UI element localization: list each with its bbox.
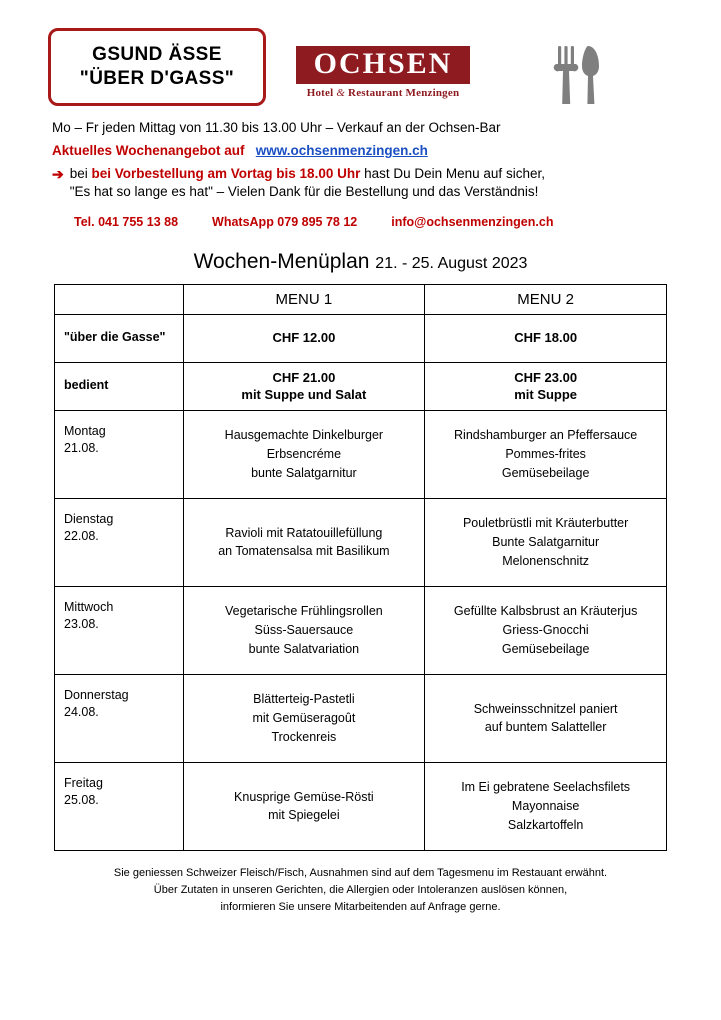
day-name-1: Dienstag [64,511,114,526]
day-date-2: 23.08. [64,617,99,632]
table-row [55,762,667,850]
ochsen-wordmark: OCHSEN [296,46,470,84]
price-takeaway-menu2: CHF 18.00 [425,314,667,362]
contact-email[interactable]: info@ochsenmenzingen.ch [391,214,554,229]
page-title [0,250,721,274]
dish-0-menu2: Rindshamburger an Pfeffersauce Pommes-frites Gemüsebeilage [425,410,667,498]
contact-row [52,213,669,232]
dish-1-menu2: Pouletbrüstli mit Kräuterbutter Bunte Salatgarnitur Melonenschnitz [425,498,667,586]
ochsen-tagline-pre: Hotel [306,87,334,99]
day-date-4: 25.08. [64,793,99,808]
weekly-offer-label: Aktuelles Wochenangebot auf [52,143,245,159]
dish-2-menu1: Vegetarische Frühlingsrollen Süss-Sauersauce bunte Salatvariation [183,586,425,674]
fork-knife-icon [552,44,608,106]
price-served-menu1-amount: CHF 21.00 [272,369,336,385]
day-label-0 [55,410,184,498]
dish-2-menu2: Gefüllte Kalbsbrust an Kräuterjus Griess-Gnocchi Gemüsebeilage [425,586,667,674]
day-date-3: 24.08. [64,705,99,720]
preorder-highlight: bei Vorbestellung am Vortag bis 18.00 Uhr [91,165,361,181]
contact-phone[interactable]: Tel. 041 755 13 88 [74,214,179,229]
day-name-4: Freitag [64,775,103,790]
badge-line-2: "ÜBER D'GASS" [79,68,235,89]
price-served-menu2-amount: CHF 23.00 [514,369,578,385]
dish-4-menu1: Knusprige Gemüse-Rösti mit Spiegelei [183,762,425,850]
day-label-2 [55,586,184,674]
table-header-menu1: MENU 1 [183,284,425,314]
price-served-menu2-note: mit Suppe [514,387,578,403]
footnote-line-1: Sie geniessen Schweizer Fleisch/Fisch, Ausnahmen sind auf dem Tagesmenu im Restauant erwähnt. [113,866,608,879]
table-row [55,498,667,586]
table-header-row [55,284,667,314]
arrow-right-icon: ➔ [52,165,64,182]
day-name-0: Montag [64,423,106,438]
table-row-served-price [55,362,667,410]
day-label-4 [55,762,184,850]
footnote-line-2: Über Zutaten in unseren Gerichten, die Allergien oder Intoleranzen auslösen können, [153,883,568,896]
row-label-takeaway: "über die Gasse" [55,314,184,362]
table-row [55,410,667,498]
ochsen-logo [296,46,470,99]
menu-table-wrap [0,274,721,851]
day-label-1 [55,498,184,586]
price-takeaway-menu1: CHF 12.00 [183,314,425,362]
page-title-main: Wochen-Menüplan [193,249,370,273]
preorder-prefix: bei [69,165,92,181]
menu-table [54,284,667,851]
table-row [55,674,667,762]
day-name-3: Donnerstag [64,687,129,702]
info-block [0,118,721,232]
preorder-note [52,165,669,201]
ochsen-tagline-amp: & [336,87,346,99]
dish-3-menu1: Blätterteig-Pastetli mit Gemüseragoût Trockenreis [183,674,425,762]
day-date-1: 22.08. [64,529,99,544]
day-label-3 [55,674,184,762]
day-name-2: Mittwoch [64,599,114,614]
day-date-0: 21.08. [64,441,99,456]
preorder-note-text [70,165,545,201]
badge-line-1: GSUND ÄSSE [92,44,222,66]
dish-1-menu1: Ravioli mit Ratatouillefüllung an Tomatensalsa mit Basilikum [183,498,425,586]
preorder-rest: hast Du Dein Menu auf sicher, [364,165,545,181]
gsund-aesse-badge [48,28,266,106]
page-header [0,0,721,118]
footnote-line-3: informieren Sie unsere Mitarbeitenden auf Anfrage gerne. [220,900,501,913]
opening-hours-line: Mo – Fr jeden Mittag von 11.30 bis 13.00 Uhr – Verkauf an der Ochsen-Bar [52,120,501,135]
dish-3-menu2: Schweinsschnitzel paniert auf buntem Salatteller [425,674,667,762]
table-row [55,586,667,674]
row-label-served: bedient [55,362,184,410]
price-served-menu1 [183,362,425,410]
price-served-menu1-note: mit Suppe und Salat [241,387,367,403]
ochsen-tagline [296,87,470,99]
contact-whatsapp[interactable]: WhatsApp 079 895 78 12 [212,214,358,229]
price-served-menu2 [425,362,667,410]
table-row-takeaway-price [55,314,667,362]
ochsen-tagline-post: Restaurant Menzingen [348,87,460,99]
page-title-range: 21. - 25. August 2023 [375,254,528,272]
dish-4-menu2: Im Ei gebratene Seelachsfilets Mayonnaise Salzkartoffeln [425,762,667,850]
website-link[interactable]: www.ochsenmenzingen.ch [255,143,428,159]
dish-0-menu1: Hausgemachte Dinkelburger Erbsencréme bunte Salatgarnitur [183,410,425,498]
weekly-offer-line [52,141,669,161]
table-header-menu2: MENU 2 [425,284,667,314]
footnote-block [0,851,721,916]
table-header-corner [55,284,184,314]
preorder-line2: "Es hat so lange es hat" – Vielen Dank für die Bestellung und das Verständnis! [69,183,539,199]
